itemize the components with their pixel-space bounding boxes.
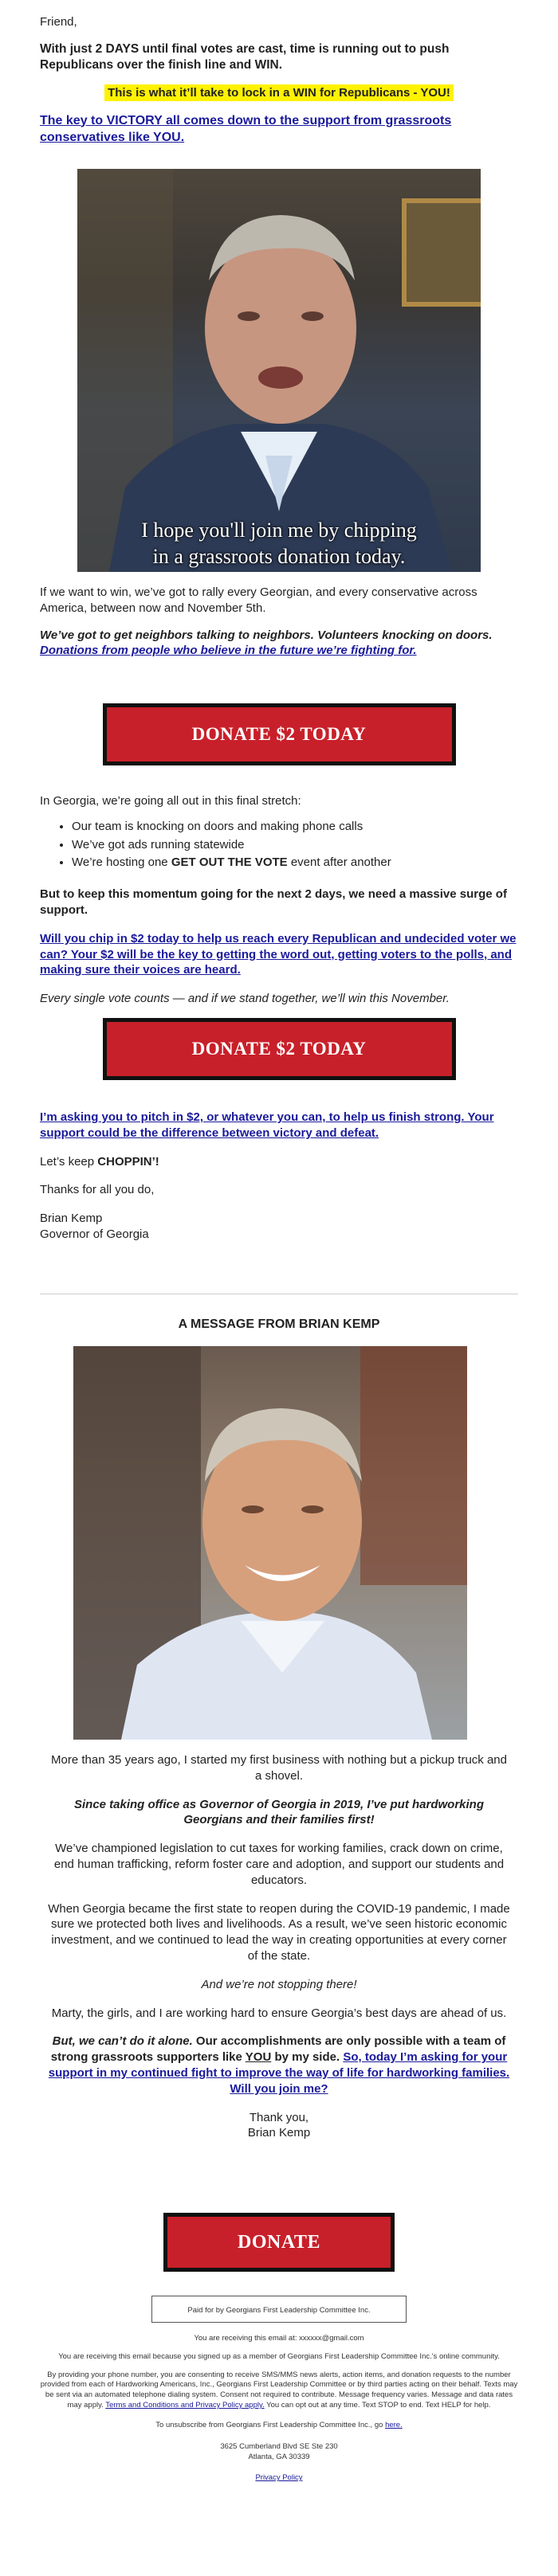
address-line-1: 3625 Cumberland Blvd SE Ste 230: [220, 2441, 338, 2451]
list-item: • We’ve got ads running statewide: [72, 837, 518, 853]
unsubscribe-link[interactable]: here.: [385, 2420, 403, 2429]
donate-button-3[interactable]: DONATE: [163, 2213, 395, 2272]
video-caption-line-1: I hope you'll join me by chipping: [141, 519, 417, 542]
donate-2-button-1[interactable]: DONATE $2 TODAY: [103, 703, 456, 765]
message-paragraph-5: And we’re not stopping there!: [201, 1977, 357, 1991]
every-vote-text: Every single vote counts — and if we stand together, we’ll win this November.: [40, 992, 450, 1006]
list-item: • Our team is knocking on doors and making phone calls: [72, 819, 518, 835]
receiving-address-text: You are receiving this email at: xxxxxx@gmail.com: [194, 2334, 364, 2343]
momentum-text: But to keep this momentum going for the next 2 days, we need a massive surge of support.: [40, 887, 507, 917]
portrait-graphic: [73, 1346, 467, 1740]
neighbors-text: We’ve got to get neighbors talking to neighbors. Volunteers knocking on doors.: [40, 628, 493, 642]
message-paragraph-2: Since taking office as Governor of Georgia in 2019, I’ve put hardworking Georgians and their families first!: [73, 1797, 485, 1827]
signature-name: Brian Kemp: [40, 1212, 103, 1226]
kemp-portrait-image: [73, 1346, 467, 1740]
list-item: • We’re hosting one GET OUT THE VOTE event after another: [72, 855, 518, 871]
key-to-victory-link[interactable]: The key to VICTORY all comes down to the support from grassroots conservatives like YOU.: [40, 113, 452, 144]
message-thank-you: Thank you,: [249, 2110, 309, 2124]
greeting: Friend,: [40, 15, 77, 29]
stretch-text: In Georgia, we’re going all out in this final stretch:: [40, 794, 301, 808]
address-line-2: Atlanta, GA 30339: [248, 2452, 310, 2461]
signature-title: Governor of Georgia: [40, 1227, 149, 1241]
terms-link[interactable]: Terms and Conditions and Privacy Policy apply.: [105, 2401, 265, 2410]
donations-link[interactable]: Donations from people who believe in the future we’re fighting for.: [40, 644, 417, 658]
unsubscribe-text: To unsubscribe from Georgians First Leadership Committee Inc., go here.: [155, 2420, 403, 2429]
highlight-text: This is what it’ll take to lock in a WIN for Republicans - YOU!: [104, 84, 454, 101]
activity-list: [72, 819, 518, 871]
support-link[interactable]: So, today I’m asking for your support in my continued fight to improve the way of life for hardworking families. Will you join me?: [48, 2050, 510, 2096]
thanks-text: Thanks for all you do,: [40, 1183, 155, 1197]
kemp-video-image[interactable]: [77, 169, 481, 572]
choppin-text: Let’s keep CHOPPIN’!: [40, 1154, 159, 1169]
paid-for-box: Paid for by Georgians First Leadership Committee Inc.: [151, 2296, 407, 2323]
chip-in-link[interactable]: Will you chip in $2 today to help us reach every Republican and undecided voter we can? Your $2 will be the key to getting the word out, getting voters to the polls, and making sure their voices are heard.: [40, 931, 517, 977]
rally-text: If we want to win, we’ve got to rally every Georgian, and every conservative across America, between now and November 5th.: [40, 585, 477, 615]
message-heading: A MESSAGE FROM BRIAN KEMP: [178, 1317, 380, 1331]
message-paragraph-1: More than 35 years ago, I started my first business with nothing but a pickup truck and a shovel.: [51, 1753, 507, 1783]
message-paragraph-7: But, we can’t do it alone. Our accomplishments are only possible with a team of strong grassroots supporters like YOU by my side. So, today I’m asking for your support in my continued fight to improve the way of life for hardworking families. Will you join me?: [48, 2034, 510, 2096]
message-paragraph-3: We’ve championed legislation to cut taxes for working families, crack down on crime, end human trafficking, reform foster care and adoption, and support our students and educators.: [53, 1842, 505, 1887]
donate-2-button-2[interactable]: DONATE $2 TODAY: [103, 1018, 456, 1080]
portrait-graphic: [77, 169, 481, 572]
pitch-in-link[interactable]: I’m asking you to pitch in $2, or whatever you can, to help us finish strong. Your support could be the difference between victory and defeat.: [40, 1110, 494, 1140]
sms-consent-text: By providing your phone number, you are consenting to receive SMS/MMS news alerts, action items, and donation requests to the number provided from each of Hardworking Americans, Inc., Georgians First Leadership Committee or by third parties acting on their behalf. Texts may be sent via an automated telephone dialing system. Consent not required to contribute. Message frequency varies. Message and data rates may apply. Terms and Conditions and Privacy Policy apply. You can opt out at any time. Text STOP to end. Text HELP for help.: [40, 2370, 518, 2410]
message-paragraph-6: Marty, the girls, and I are working hard to ensure Georgia’s best days are ahead of us.: [51, 2006, 507, 2020]
privacy-policy-link[interactable]: Privacy Policy: [255, 2473, 303, 2483]
video-caption-line-2: in a grassroots donation today.: [152, 544, 406, 568]
intro-text: With just 2 DAYS until final votes are cast, time is running out to push Republicans over the finish line and WIN.: [40, 41, 450, 72]
message-paragraph-4: When Georgia became the first state to reopen during the COVID-19 pandemic, I made sure we protected both lives and livelihoods. As a result, we’ve seen historic economic investment, and we continued to lead the way in creating opportunities at every corner of the state.: [48, 1901, 510, 1963]
signed-up-text: You are receiving this email because you signed up as a member of Georgians First Leadership Committee Inc.'s online community.: [58, 2351, 500, 2361]
message-signature: Brian Kemp: [247, 2126, 311, 2140]
